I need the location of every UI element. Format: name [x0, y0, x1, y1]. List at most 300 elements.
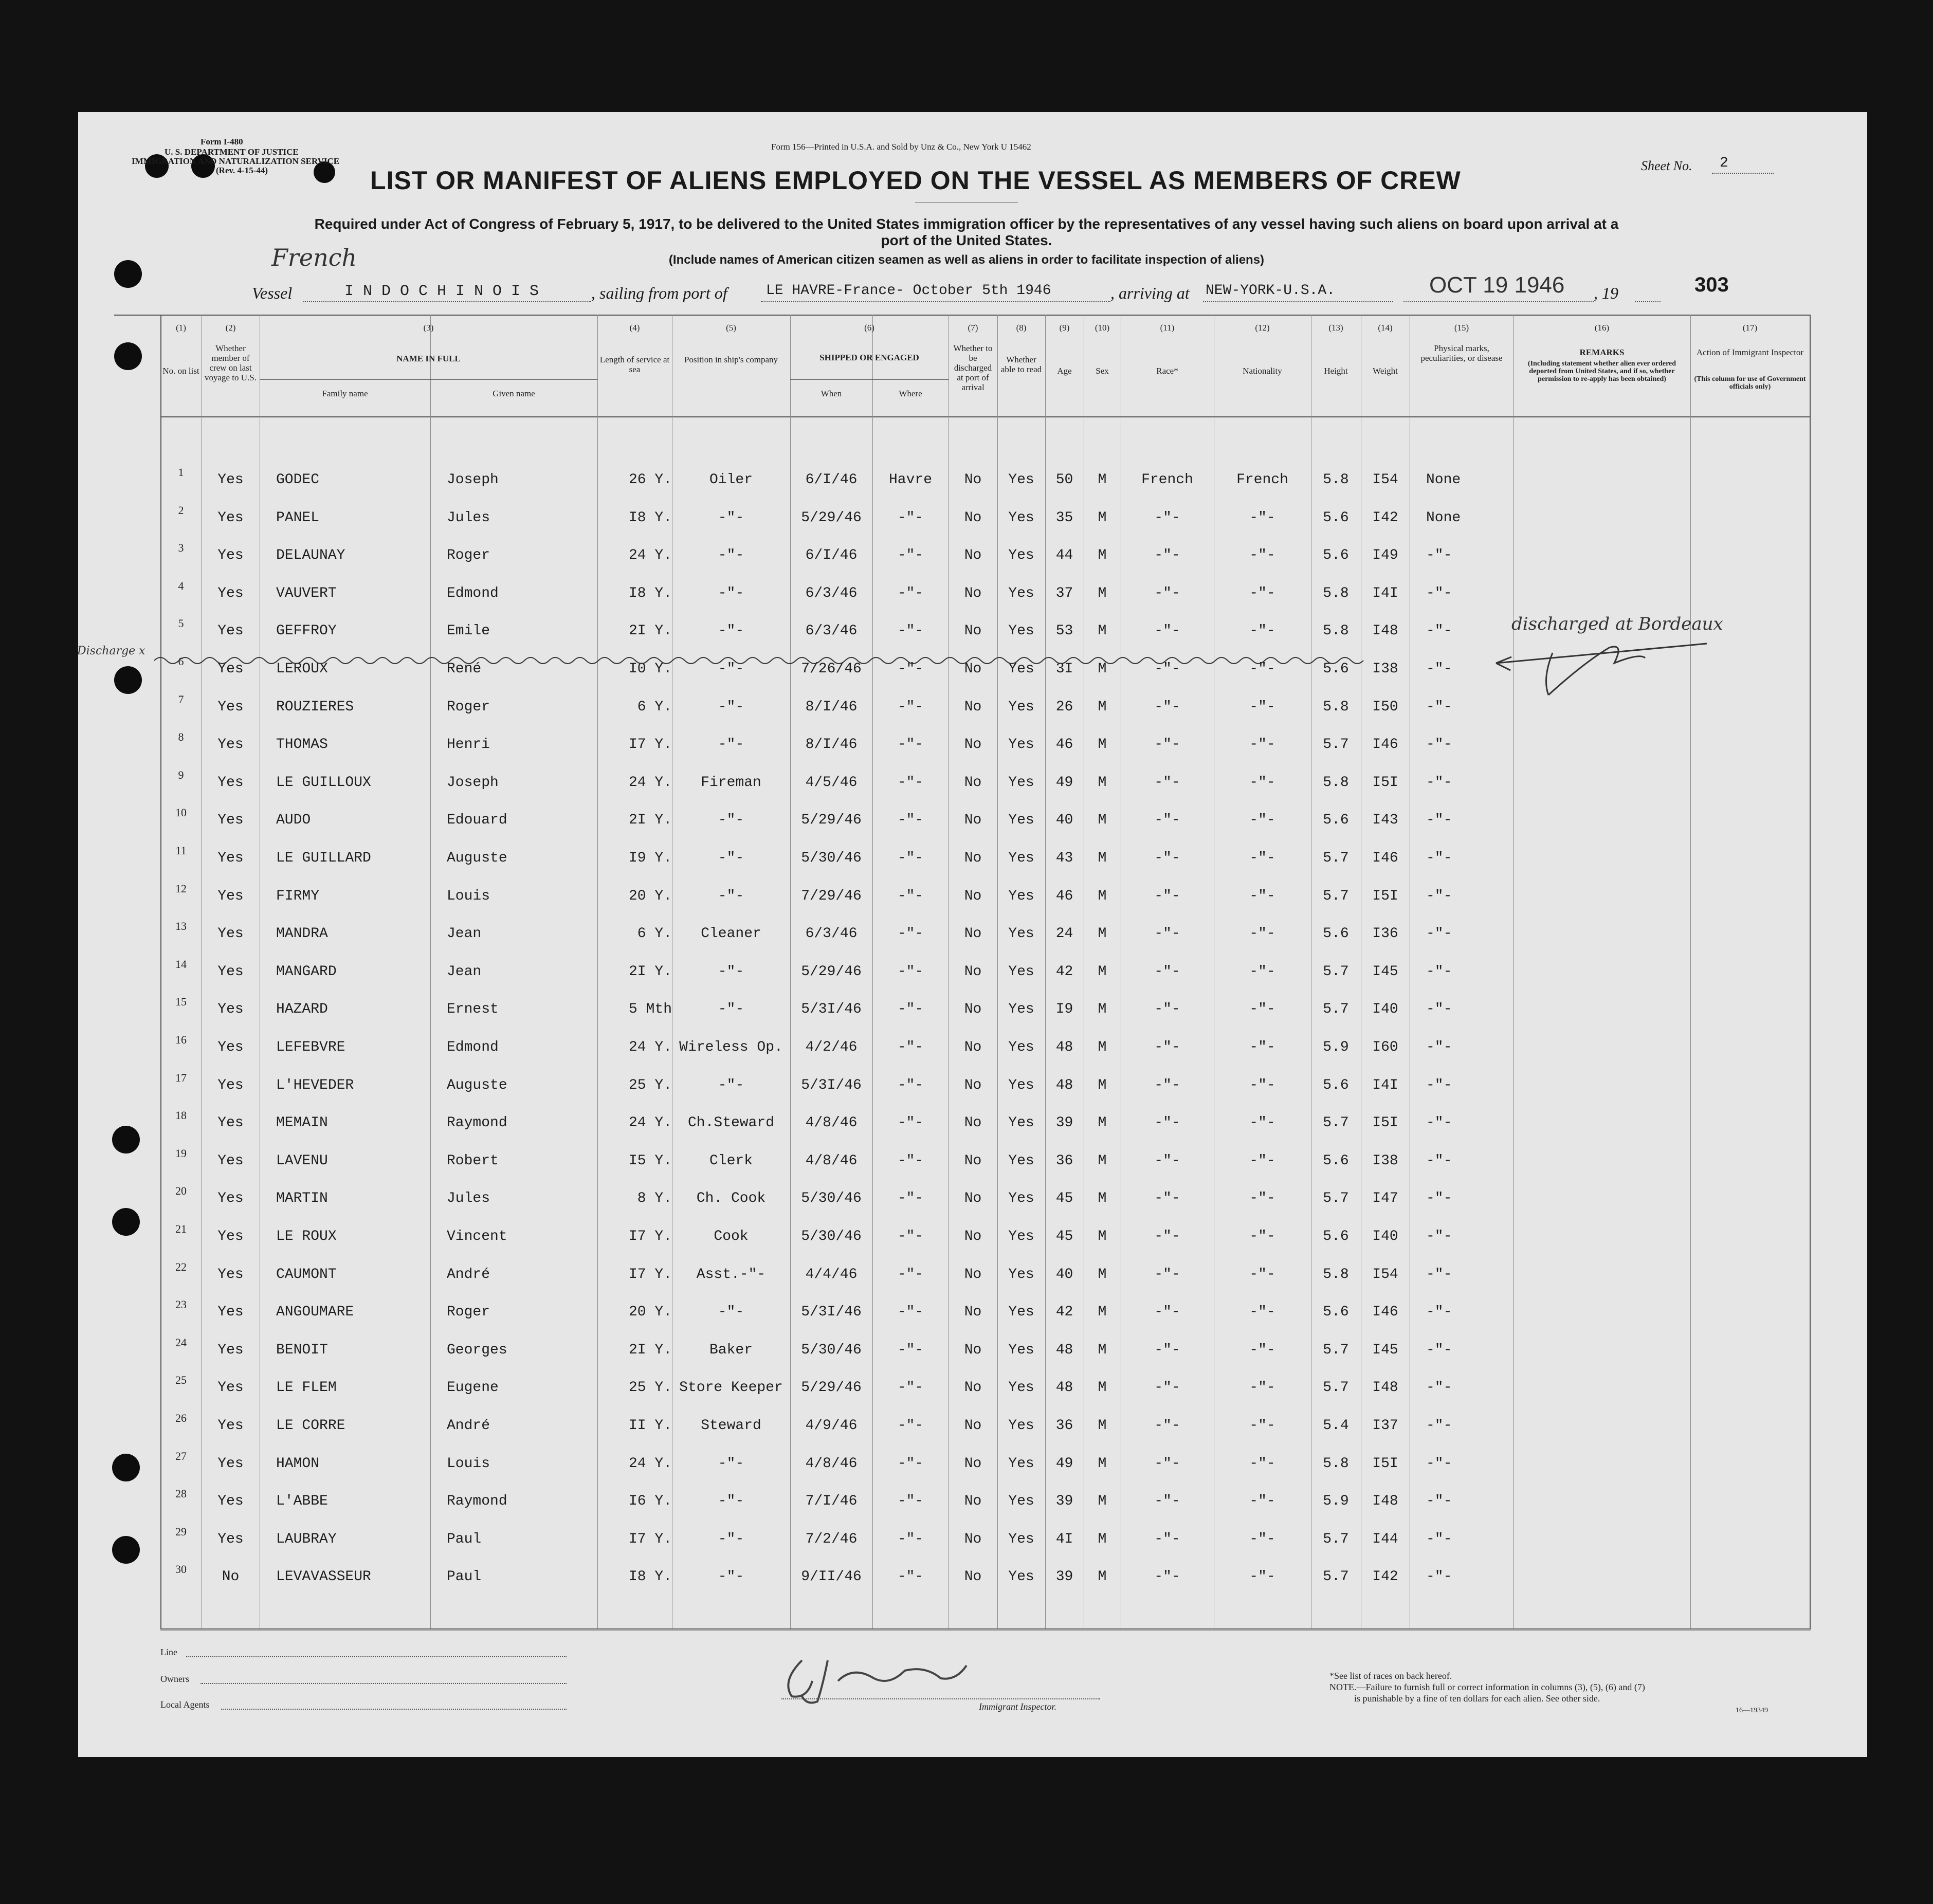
cell-weight: I4I	[1372, 585, 1398, 601]
cell-service: II Y.	[628, 1418, 672, 1434]
cell-weight: I48	[1372, 1493, 1398, 1510]
cell-no: 7	[178, 692, 184, 706]
cell-discharge: No	[964, 774, 982, 791]
cell-where: Havre	[888, 472, 932, 488]
cell-service: 26 Y.	[628, 472, 672, 488]
cell-where: -"-	[897, 1455, 924, 1472]
cell-weight: I37	[1372, 1418, 1398, 1434]
page-number: 303	[1694, 273, 1729, 296]
cell-position: Baker	[709, 1342, 753, 1358]
cell-family: GEFFROY	[276, 623, 337, 639]
cell-nationality: -"-	[1249, 812, 1275, 829]
cell-sex: M	[1098, 1455, 1107, 1472]
cell-no: 8	[178, 730, 184, 744]
cell-given: Raymond	[447, 1493, 507, 1510]
cell-age: 46	[1055, 737, 1073, 753]
cell-race: -"-	[1154, 1001, 1180, 1018]
header-subrule	[790, 379, 949, 380]
cell-read: Yes	[1008, 472, 1034, 488]
cell-service: 2I Y.	[628, 623, 672, 639]
cell-marks: -"-	[1426, 585, 1452, 601]
cell-service: 6 Y.	[637, 699, 672, 715]
cell-family: L'HEVEDER	[276, 1077, 354, 1093]
cell-read: Yes	[1008, 774, 1034, 791]
cell-given: Ernest	[447, 1001, 499, 1018]
cell-prev: Yes	[217, 1191, 244, 1207]
cell-read: Yes	[1008, 1191, 1034, 1207]
cell-when: 6/3/46	[805, 623, 858, 639]
cell-weight: I45	[1372, 963, 1398, 980]
form-number: Form I-480	[200, 137, 243, 147]
cell-when: 5/30/46	[801, 850, 862, 866]
cell-given: Auguste	[447, 1077, 507, 1093]
cell-no: 22	[175, 1260, 187, 1273]
port-from: LE HAVRE-France- October 5th 1946	[766, 283, 1051, 299]
cell-prev: Yes	[217, 1418, 244, 1434]
cell-no: 28	[175, 1487, 187, 1500]
cell-read: Yes	[1008, 1569, 1034, 1585]
cell-service: I8 Y.	[628, 509, 672, 526]
cell-weight: I38	[1372, 1152, 1398, 1169]
cell-given: Eugene	[447, 1380, 499, 1396]
cell-service: 20 Y.	[628, 888, 672, 904]
cell-nationality: -"-	[1249, 1342, 1275, 1358]
cell-when: 4/8/46	[805, 1455, 858, 1472]
cell-given: Auguste	[447, 850, 507, 866]
cell-sex: M	[1098, 1493, 1107, 1510]
cell-prev: Yes	[217, 926, 244, 942]
cell-given: Georges	[447, 1342, 507, 1358]
cell-discharge: No	[964, 850, 982, 866]
cell-race: -"-	[1154, 1569, 1180, 1585]
cell-position: Asst.-"-	[696, 1266, 766, 1283]
cell-family: LE GUILLARD	[276, 850, 371, 866]
cell-family: LE FLEM	[276, 1380, 337, 1396]
subtitle-line2: port of the United States.	[881, 232, 1052, 248]
cell-where: -"-	[897, 1418, 924, 1434]
cell-family: L'ABBE	[276, 1493, 328, 1510]
cell-where: -"-	[897, 1304, 924, 1321]
cell-weight: I48	[1372, 623, 1398, 639]
cell-prev: No	[222, 1569, 240, 1585]
cell-service: I9 Y.	[628, 850, 672, 866]
cell-prev: Yes	[217, 737, 244, 753]
printer-line: Form 156—Printed in U.S.A. and Sold by Unz & Co., New York U 15462	[771, 142, 1031, 152]
cell-race: -"-	[1154, 1455, 1180, 1472]
column-divider	[430, 315, 431, 1628]
cell-no: 1	[178, 466, 184, 479]
punch-hole	[112, 1208, 140, 1236]
cell-sex: M	[1098, 1266, 1107, 1283]
cell-service: I7 Y.	[628, 1229, 672, 1244]
cell-marks: -"-	[1426, 1342, 1452, 1358]
cell-marks: -"-	[1426, 1152, 1452, 1169]
cell-when: 7/26/46	[801, 661, 862, 677]
cell-weight: I54	[1372, 1266, 1398, 1283]
cell-discharge: No	[964, 1191, 982, 1207]
cell-discharge: No	[964, 1039, 982, 1055]
cell-sex: M	[1098, 1342, 1107, 1358]
cell-discharge: No	[964, 585, 982, 601]
column-number: (2)	[225, 323, 236, 333]
cell-weight: I40	[1372, 1001, 1398, 1018]
cell-given: Louis	[447, 888, 490, 904]
line-label: Line	[160, 1647, 177, 1657]
cell-no: 14	[175, 957, 187, 971]
cell-service: 5 Mth	[628, 1001, 672, 1018]
cell-no: 26	[175, 1412, 187, 1424]
cell-height: 5.8	[1323, 1266, 1349, 1283]
cell-nationality: -"-	[1249, 1380, 1275, 1396]
cell-marks: -"-	[1426, 850, 1452, 866]
cell-marks: -"-	[1426, 699, 1452, 715]
cell-read: Yes	[1008, 1455, 1034, 1472]
cell-nationality: -"-	[1249, 1039, 1275, 1055]
cell-read: Yes	[1008, 850, 1034, 866]
cell-service: 24 Y.	[628, 547, 672, 564]
cell-height: 5.7	[1323, 850, 1349, 866]
cell-prev: Yes	[217, 812, 244, 829]
cell-read: Yes	[1008, 1342, 1034, 1358]
column-header: Action of Immigrant Inspector	[1696, 347, 1804, 357]
cell-read: Yes	[1008, 509, 1034, 526]
cell-given: René	[447, 661, 482, 677]
cell-age: 24	[1055, 926, 1073, 942]
cell-height: 5.6	[1323, 1077, 1349, 1093]
cell-height: 5.6	[1323, 509, 1349, 526]
cell-discharge: No	[964, 699, 982, 715]
cell-family: LE CORRE	[276, 1418, 345, 1434]
column-number: (11)	[1160, 323, 1175, 333]
header-subrule	[260, 379, 597, 380]
cell-sex: M	[1098, 661, 1107, 677]
table-bottom-rule	[160, 1628, 1811, 1630]
cell-race: -"-	[1154, 888, 1180, 904]
cell-read: Yes	[1008, 623, 1034, 639]
cell-race: -"-	[1154, 1039, 1180, 1055]
cell-no: 19	[175, 1146, 187, 1160]
cell-read: Yes	[1008, 888, 1034, 904]
punch-hole	[112, 1536, 140, 1564]
column-number: (10)	[1095, 323, 1110, 333]
cell-weight: I5I	[1372, 1455, 1398, 1472]
cell-nationality: -"-	[1249, 509, 1275, 526]
cell-height: 5.7	[1323, 888, 1349, 904]
cell-when: 4/2/46	[805, 1039, 858, 1055]
cell-age: 4I	[1055, 1531, 1073, 1547]
cell-service: I5 Y.	[628, 1152, 672, 1169]
cell-family: PANEL	[276, 509, 320, 526]
cell-read: Yes	[1008, 1152, 1034, 1169]
cell-position: -"-	[718, 1569, 744, 1585]
cell-age: 3I	[1055, 661, 1073, 677]
cell-race: -"-	[1154, 850, 1180, 866]
cell-position: -"-	[718, 1493, 744, 1510]
cell-read: Yes	[1008, 1418, 1034, 1434]
cell-service: 2I Y.	[628, 1342, 672, 1358]
cell-given: Roger	[447, 699, 490, 715]
cell-no: 27	[175, 1449, 187, 1462]
column-subheader: Family name	[322, 389, 368, 398]
cell-age: 44	[1055, 547, 1073, 564]
cell-age: 49	[1055, 1455, 1073, 1472]
cell-race: -"-	[1154, 774, 1180, 791]
cell-position: -"-	[718, 888, 744, 904]
cell-height: 5.8	[1323, 774, 1349, 791]
cell-given: Edmond	[447, 585, 499, 601]
cell-read: Yes	[1008, 1531, 1034, 1547]
cell-sex: M	[1098, 623, 1107, 639]
cell-position: -"-	[718, 1455, 744, 1472]
cell-given: Joseph	[447, 774, 499, 791]
cell-no: 25	[175, 1374, 187, 1387]
cell-age: 36	[1055, 1152, 1073, 1169]
cell-prev: Yes	[217, 661, 244, 677]
cell-given: Paul	[447, 1569, 482, 1585]
cell-marks: -"-	[1426, 547, 1452, 564]
cell-nationality: -"-	[1249, 850, 1275, 866]
cell-service: I8 Y.	[628, 1569, 672, 1585]
cell-no: 9	[178, 768, 184, 781]
cell-given: Jules	[447, 1191, 490, 1207]
cell-position: -"-	[718, 1531, 744, 1547]
cell-prev: Yes	[217, 1077, 244, 1093]
cell-weight: I5I	[1372, 888, 1398, 904]
cell-given: Jules	[447, 509, 490, 526]
cell-position: Fireman	[701, 774, 761, 791]
cell-race: -"-	[1154, 1531, 1180, 1547]
cell-read: Yes	[1008, 963, 1034, 980]
cell-position: -"-	[718, 850, 744, 866]
cell-given: Jean	[447, 963, 482, 980]
column-subheader: Where	[899, 389, 922, 398]
cell-where: -"-	[897, 1191, 924, 1207]
cell-no: 10	[175, 806, 187, 819]
cell-sex: M	[1098, 699, 1107, 715]
column-header: Sex	[1096, 366, 1109, 376]
cell-age: 46	[1055, 888, 1073, 904]
cell-discharge: No	[964, 1266, 982, 1283]
column-number: (17)	[1742, 323, 1758, 333]
column-header: Length of service at sea	[599, 355, 670, 374]
cell-height: 5.7	[1323, 1531, 1349, 1547]
column-header: Physical marks, peculiarities, or disease	[1420, 343, 1503, 363]
cell-marks: -"-	[1426, 1191, 1452, 1207]
column-header: Whether member of crew on last voyage to U.S.	[204, 343, 257, 382]
cell-read: Yes	[1008, 1380, 1034, 1396]
cell-given: Edouard	[447, 812, 507, 829]
column-number: (8)	[1016, 323, 1027, 333]
cell-marks: -"-	[1426, 1569, 1452, 1585]
form-code: 16—19349	[1736, 1707, 1768, 1714]
cell-nationality: French	[1236, 472, 1288, 488]
cell-service: 24 Y.	[628, 1115, 672, 1131]
column-number: (4)	[629, 323, 640, 333]
cell-weight: I5I	[1372, 1115, 1398, 1131]
cell-given: Raymond	[447, 1115, 507, 1131]
cell-height: 5.7	[1323, 1342, 1349, 1358]
cell-discharge: No	[964, 1077, 982, 1093]
cell-race: -"-	[1154, 585, 1180, 601]
cell-read: Yes	[1008, 1266, 1034, 1283]
cell-height: 5.6	[1323, 1304, 1349, 1321]
cell-no: 11	[175, 844, 187, 857]
cell-position: Cook	[714, 1229, 749, 1244]
cell-given: Jean	[447, 926, 482, 942]
cell-family: FIRMY	[276, 888, 320, 904]
cell-nationality: -"-	[1249, 774, 1275, 791]
cell-family: DELAUNAY	[276, 547, 345, 564]
cell-height: 5.6	[1323, 661, 1349, 677]
column-number: (13)	[1328, 323, 1343, 333]
cell-age: 49	[1055, 774, 1073, 791]
cell-weight: I60	[1372, 1039, 1398, 1055]
cell-race: -"-	[1154, 1266, 1180, 1283]
column-header: No. on list	[162, 366, 199, 376]
cell-given: André	[447, 1418, 490, 1434]
cell-prev: Yes	[217, 585, 244, 601]
cell-read: Yes	[1008, 1304, 1034, 1321]
cell-read: Yes	[1008, 1039, 1034, 1055]
cell-height: 5.7	[1323, 1001, 1349, 1018]
cell-where: -"-	[897, 547, 924, 564]
cell-race: -"-	[1154, 812, 1180, 829]
cell-marks: -"-	[1426, 1531, 1452, 1547]
cell-discharge: No	[964, 1418, 982, 1434]
cell-prev: Yes	[217, 623, 244, 639]
cell-nationality: -"-	[1249, 1152, 1275, 1169]
cell-age: I9	[1055, 1001, 1073, 1018]
cell-marks: -"-	[1426, 926, 1452, 942]
column-subheader: Given name	[493, 389, 535, 398]
cell-where: -"-	[897, 1569, 924, 1585]
cell-family: HAMON	[276, 1455, 320, 1472]
column-divider	[1690, 315, 1691, 1628]
cell-when: 5/29/46	[801, 963, 862, 980]
cell-race: -"-	[1154, 699, 1180, 715]
agents-field	[221, 1709, 567, 1710]
cell-family: BENOIT	[276, 1342, 328, 1358]
cell-no: 29	[175, 1525, 187, 1538]
cell-sex: M	[1098, 1039, 1107, 1055]
year-line	[1635, 301, 1661, 302]
cell-family: HAZARD	[276, 1001, 328, 1018]
cell-prev: Yes	[217, 1039, 244, 1055]
cell-weight: I42	[1372, 1569, 1398, 1585]
cell-height: 5.6	[1323, 1229, 1349, 1244]
cell-family: LAUBRAY	[276, 1531, 337, 1547]
cell-discharge: No	[964, 888, 982, 904]
cell-nationality: -"-	[1249, 661, 1275, 677]
cell-marks: -"-	[1426, 737, 1452, 753]
cell-family: THOMAS	[276, 737, 328, 753]
cell-age: 39	[1055, 1115, 1073, 1131]
cell-height: 5.7	[1323, 1191, 1349, 1207]
cell-when: 5/3I/46	[801, 1077, 862, 1093]
sheet-number: 2	[1720, 155, 1728, 171]
column-number: (15)	[1454, 323, 1469, 333]
cell-nationality: -"-	[1249, 585, 1275, 601]
cell-given: Joseph	[447, 472, 499, 488]
department: U. S. DEPARTMENT OF JUSTICE	[165, 147, 299, 157]
cell-nationality: -"-	[1249, 1493, 1275, 1510]
cell-prev: Yes	[217, 472, 244, 488]
cell-family: LEFEBVRE	[276, 1039, 345, 1055]
cell-read: Yes	[1008, 812, 1034, 829]
cell-age: 45	[1055, 1229, 1073, 1244]
cell-sex: M	[1098, 1152, 1107, 1169]
date-line	[1403, 301, 1594, 302]
cell-discharge: No	[964, 1569, 982, 1585]
page-title: LIST OR MANIFEST OF ALIENS EMPLOYED ON THE VESSEL AS MEMBERS OF CREW	[370, 166, 1461, 195]
cell-weight: I43	[1372, 812, 1398, 829]
cell-sex: M	[1098, 1001, 1107, 1018]
cell-position: -"-	[718, 1001, 744, 1018]
cell-weight: I40	[1372, 1229, 1398, 1244]
column-header: REMARKS	[1579, 347, 1625, 357]
vessel-name: I N D O C H I N O I S	[344, 283, 539, 300]
cell-height: 5.8	[1323, 585, 1349, 601]
column-header: Whether to be discharged at port of arrival	[953, 343, 993, 392]
cell-when: 8/I/46	[805, 737, 858, 753]
cell-nationality: -"-	[1249, 547, 1275, 564]
cell-weight: I50	[1372, 699, 1398, 715]
cell-sex: M	[1098, 1304, 1107, 1321]
cell-weight: I45	[1372, 1342, 1398, 1358]
column-header: SHIPPED OR ENGAGED	[819, 353, 919, 362]
cell-discharge: No	[964, 1001, 982, 1018]
cell-where: -"-	[897, 699, 924, 715]
cell-weight: I46	[1372, 1304, 1398, 1321]
cell-service: 24 Y.	[628, 1455, 672, 1472]
cell-family: MARTIN	[276, 1191, 328, 1207]
cell-nationality: -"-	[1249, 1304, 1275, 1321]
cell-prev: Yes	[217, 547, 244, 564]
cell-service: 24 Y.	[628, 1039, 672, 1055]
cell-nationality: -"-	[1249, 623, 1275, 639]
cell-where: -"-	[897, 850, 924, 866]
cell-nationality: -"-	[1249, 1191, 1275, 1207]
cell-age: 39	[1055, 1569, 1073, 1585]
cell-discharge: No	[964, 623, 982, 639]
cell-race: -"-	[1154, 1493, 1180, 1510]
cell-where: -"-	[897, 1039, 924, 1055]
cell-family: CAUMONT	[276, 1266, 337, 1283]
cell-age: 42	[1055, 1304, 1073, 1321]
cell-discharge: No	[964, 1342, 982, 1358]
cell-discharge: No	[964, 1455, 982, 1472]
cell-weight: I36	[1372, 926, 1398, 942]
fine-note-1: NOTE.—Failure to furnish full or correct information in columns (3), (5), (6) and (7)	[1329, 1682, 1645, 1692]
cell-read: Yes	[1008, 1493, 1034, 1510]
cell-marks: -"-	[1426, 812, 1452, 829]
cell-sex: M	[1098, 926, 1107, 942]
cell-when: 4/4/46	[805, 1266, 858, 1283]
cell-read: Yes	[1008, 699, 1034, 715]
remark-arrow-and-initials	[1491, 632, 1717, 699]
cell-when: 5/29/46	[801, 812, 862, 829]
cell-weight: I5I	[1372, 774, 1398, 791]
cell-given: André	[447, 1266, 490, 1283]
cell-where: -"-	[897, 1531, 924, 1547]
cell-no: 13	[175, 920, 187, 933]
cell-height: 5.9	[1323, 1493, 1349, 1510]
cell-marks: -"-	[1426, 774, 1452, 791]
vessel-line	[303, 301, 591, 302]
cell-marks: -"-	[1426, 1455, 1452, 1472]
cell-nationality: -"-	[1249, 1455, 1275, 1472]
cell-marks: -"-	[1426, 1115, 1452, 1131]
